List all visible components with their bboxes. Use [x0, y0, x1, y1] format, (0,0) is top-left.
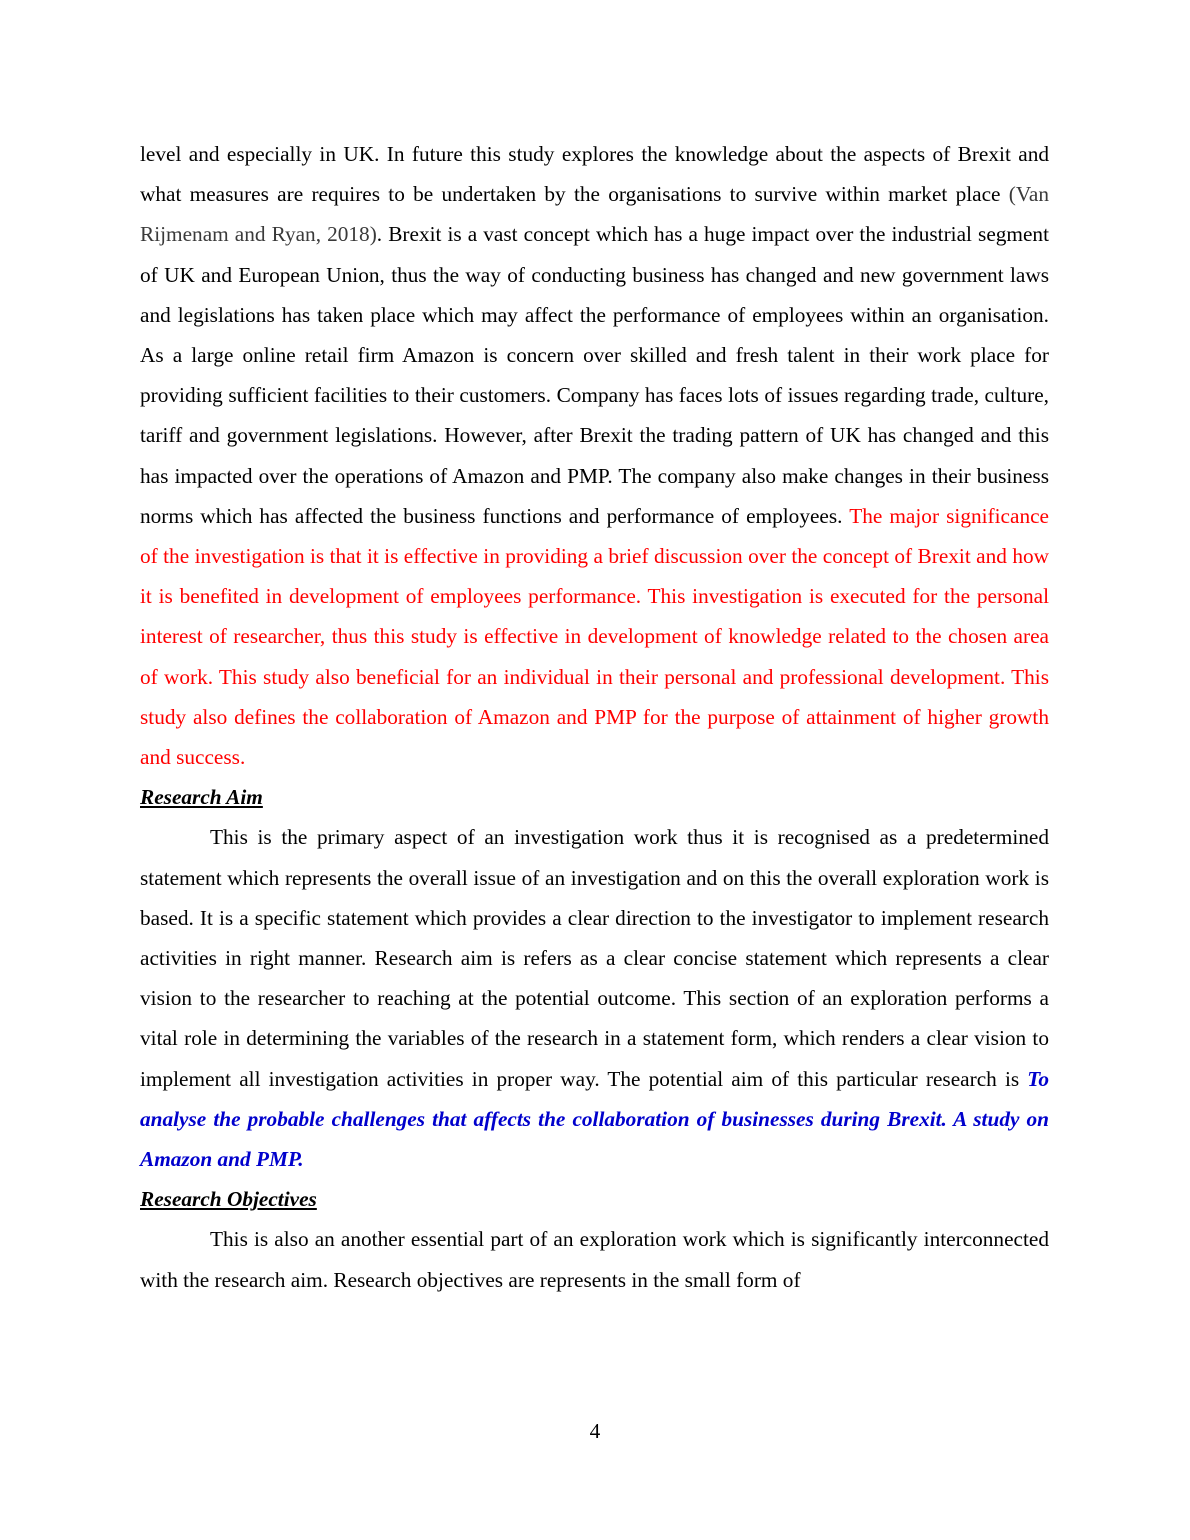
- citation: (Van Rijmenam and Ryan, 2018): [140, 182, 1049, 247]
- research-objectives-paragraph: [140, 1219, 1049, 1299]
- aim-statement: To analyse the probable challenges that affects the collaboration of businesses during Brexit. A study on Amazon and PMP.: [140, 1066, 1049, 1172]
- significance-highlight: The major significance of the investigation is that it is effective in providing a brief discussion over the concept of Brexit and how it is benefited in development of employees performance. This investigation is executed for the personal interest of researcher, thus this study is effective in development of knowledge related to the chosen area of work. This study also beneficial for an individual in their personal and professional development. This study also defines the collaboration of Amazon and PMP for the purpose of attainment of higher growth and success.: [140, 503, 1049, 770]
- research-objectives-heading: Research Objectives: [140, 1187, 317, 1212]
- research-aim-body: This is the primary aspect of an investigation work thus it is recognised as a predetermined statement which represents the overall issue of an investigation and on this the overall exploration work is based. It is a specific statement which provides a clear direction to the investigator to implement research activities in right manner. Research aim is refers as a clear concise statement which represents a clear vision to the researcher to reaching at the potential outcome. This section of an exploration performs a vital role in determining the variables of the research in a statement form, which renders a clear vision to implement all investigation activities in proper way. The potential aim of this particular research is: [140, 825, 1049, 1091]
- research-objectives-body: This is also an another essential part of an exploration work which is significantly interconnected with the research aim. Research objectives are represents in the small form of: [140, 1227, 1049, 1292]
- research-aim-heading: Research Aim: [140, 785, 263, 810]
- research-aim-paragraph: [140, 817, 1049, 1179]
- document-page: [140, 134, 1049, 1300]
- intro-text-part1: level and especially in UK. In future this study explores the knowledge about the aspects of Brexit and what measures are requires to be undertaken by the organisations to survive within market place: [140, 142, 1049, 207]
- intro-paragraph: [140, 134, 1049, 777]
- page-number: 4: [589, 1419, 601, 1443]
- intro-text-part2: . Brexit is a vast concept which has a huge impact over the industrial segment of UK and European Union, thus the way of conducting business has changed and new government laws and legislations has taken place which may affect the performance of employees within an organisation. As a large online retail firm Amazon is concern over skilled and fresh talent in their work place for providing sufficient facilities to their customers. Company has faces lots of issues regarding trade, culture, tariff and government legislations. However, after Brexit the trading pattern of UK has changed and this has impacted over the operations of Amazon and PMP. The company also make changes in their business norms which has affected the business functions and performance of employees.: [140, 222, 1050, 528]
